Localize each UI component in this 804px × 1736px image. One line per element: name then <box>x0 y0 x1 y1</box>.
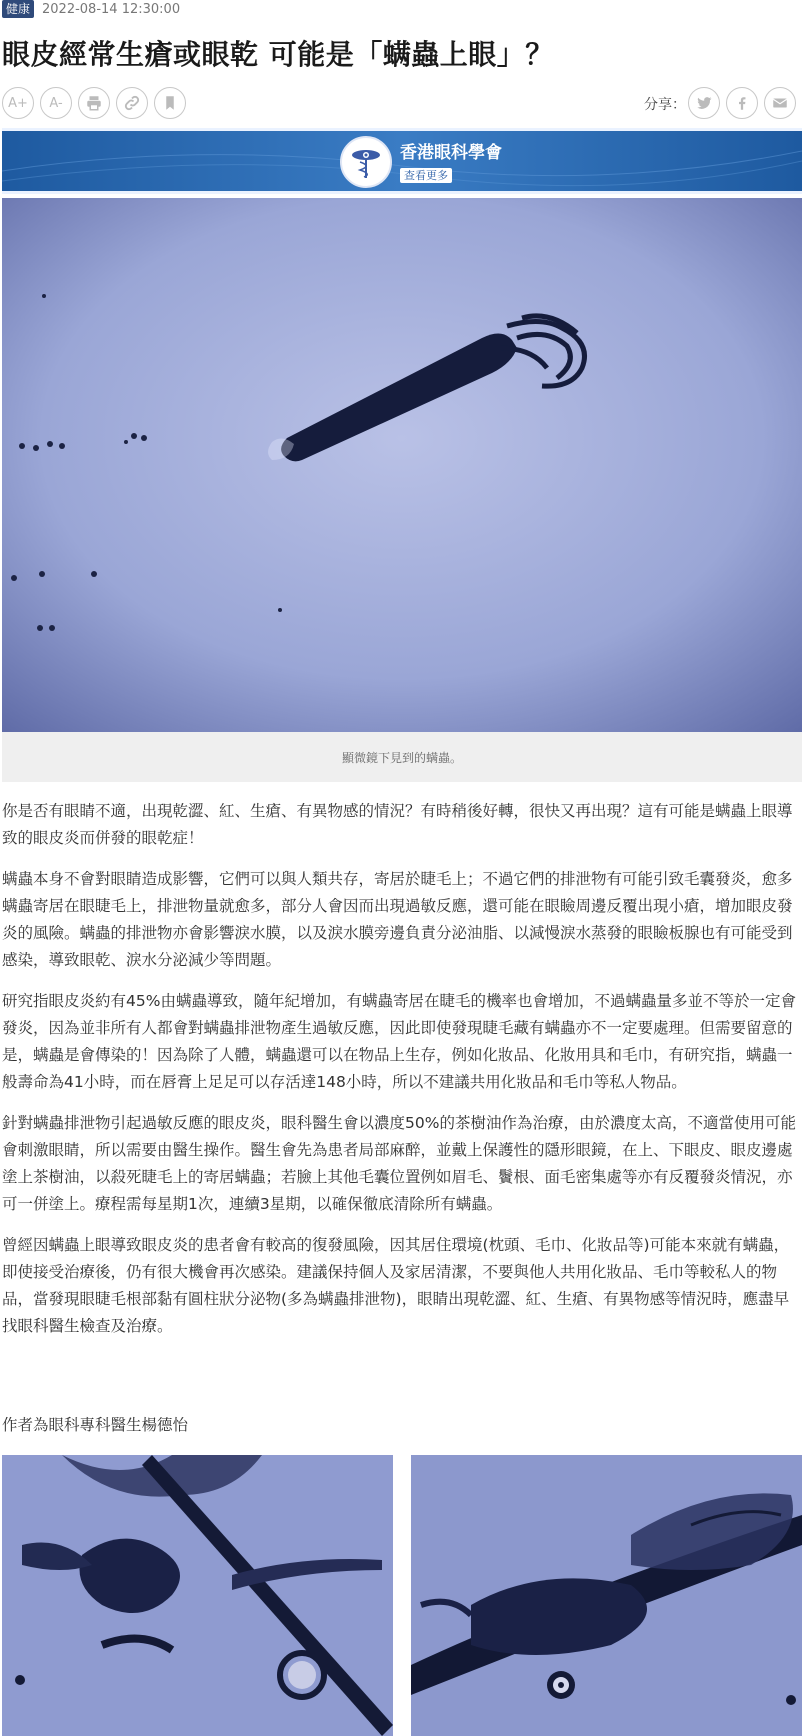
bookmark-button[interactable] <box>154 87 186 119</box>
font-increase-button[interactable] <box>2 87 34 119</box>
twitter-icon <box>695 94 713 112</box>
page-title: 眼皮經常生瘡或眼乾 可能是「螨蟲上眼」？ <box>2 38 554 71</box>
email-icon <box>771 94 789 112</box>
article-meta <box>2 0 180 18</box>
caduceus-icon <box>346 142 386 182</box>
share-facebook-button[interactable] <box>726 87 758 119</box>
sponsor-banner[interactable] <box>2 128 802 194</box>
microscope-photo-left <box>2 1455 393 1736</box>
eyelash-mites-photo-1 <box>2 1455 393 1736</box>
category-badge[interactable]: 健康 <box>2 0 34 18</box>
share-twitter-button[interactable] <box>688 87 720 119</box>
view-more-link[interactable]: 查看更多 <box>400 168 452 183</box>
hero-image <box>2 198 802 732</box>
font-decrease-icon: A- <box>49 95 63 111</box>
facebook-icon <box>733 94 751 112</box>
article-body <box>2 798 802 1354</box>
publish-date: 2022-08-14 12:30:00 <box>42 1 181 17</box>
font-increase-icon: A+ <box>8 95 28 111</box>
article-paragraph: 針對螨蟲排泄物引起過敏反應的眼皮炎，眼科醫生會以濃度50%的茶樹油作為治療，由於濃度太高，不適當使用可能會刺激眼睛，所以需要由醫生操作。醫生會先為患者局部麻醉，並戴上保護性的隱形眼鏡，在上、下眼皮、眼皮邊處塗上茶樹油，以殺死睫毛上的寄居螨蟲；若臉上其他毛囊位置例如眉毛、鬢根、面毛密集處等亦有反覆發炎情況，亦可一併塗上。療程需每星期1次，連續3星期，以確保徹底清除所有螨蟲。 <box>2 1114 796 1213</box>
article-paragraph: 研究指眼皮炎約有45%由螨蟲導致，隨年紀增加，有螨蟲寄居在睫毛的機率也會增加，不過螨蟲量多並不等於一定會發炎，因為並非所有人都會對螨蟲排泄物產生過敏反應，因此即使發現睫毛藏有螨蟲亦不一定要處理。但需要留意的是，螨蟲是會傳染的！因為除了人體，螨蟲還可以在物品上生存，例如化妝品、化妝用具和毛巾，有研究指，螨蟲一般壽命為41小時，而在唇膏上足足可以存活達148小時，所以不建議共用化妝品和毛巾等私人物品。 <box>2 992 796 1091</box>
share-email-button[interactable] <box>764 87 796 119</box>
article-paragraph: 曾經因螨蟲上眼導致眼皮炎的患者會有較高的復發風險，因其居住環境(枕頭、毛巾、化妝品等)可能本來就有螨蟲，即使接受治療後，仍有很大機會再次感染。建議保持個人及家居清潔，不要與他人共用化妝品、毛巾等較私人的物品，當發現眼睫毛根部黏有圓柱狀分泌物(多為螨蟲排泄物)，眼睛出現乾澀、紅、生瘡、有異物感等情況時，應盡早找眼科醫生檢查及治療。 <box>2 1236 790 1335</box>
microscope-mite-photo <box>2 198 802 732</box>
link-icon <box>123 94 141 112</box>
image-caption: 顯微鏡下見到的螨蟲。 <box>2 732 802 782</box>
copy-link-button[interactable] <box>116 87 148 119</box>
eyelash-mites-photo-2 <box>411 1455 802 1736</box>
share-label: 分享： <box>644 97 686 113</box>
article-paragraph: 你是否有眼睛不適，出現乾澀、紅、生瘡、有異物感的情況？有時稍後好轉，很快又再出現？這有可能是螨蟲上眼導致的眼皮炎而併發的眼乾症！ <box>2 802 793 847</box>
society-name: 香港眼科學會 <box>400 142 502 163</box>
society-logo <box>340 136 392 188</box>
author-line: 作者為眼科專科醫生楊德怡 <box>2 1416 189 1434</box>
article-paragraph: 螨蟲本身不會對眼睛造成影響，它們可以與人類共存，寄居於睫毛上；不過它們的排泄物有可能引致毛囊發炎，愈多螨蟲寄居在眼睫毛上，排泄物量就愈多，部分人會因而出現過敏反應，還可能在眼瞼周邊反覆出現小瘡，增加眼皮發炎的風險。螨蟲的排泄物亦會影響淚水膜，以及淚水膜旁邊負責分泌油脂、以減慢淚水蒸發的眼瞼板腺也有可能受到感染，導致眼乾、淚水分泌減少等問題。 <box>2 870 793 969</box>
print-button[interactable] <box>78 87 110 119</box>
print-icon <box>85 94 103 112</box>
microscope-photo-right <box>411 1455 802 1736</box>
bookmark-icon <box>161 94 179 112</box>
article-toolbar <box>2 87 802 121</box>
font-decrease-button[interactable] <box>40 87 72 119</box>
